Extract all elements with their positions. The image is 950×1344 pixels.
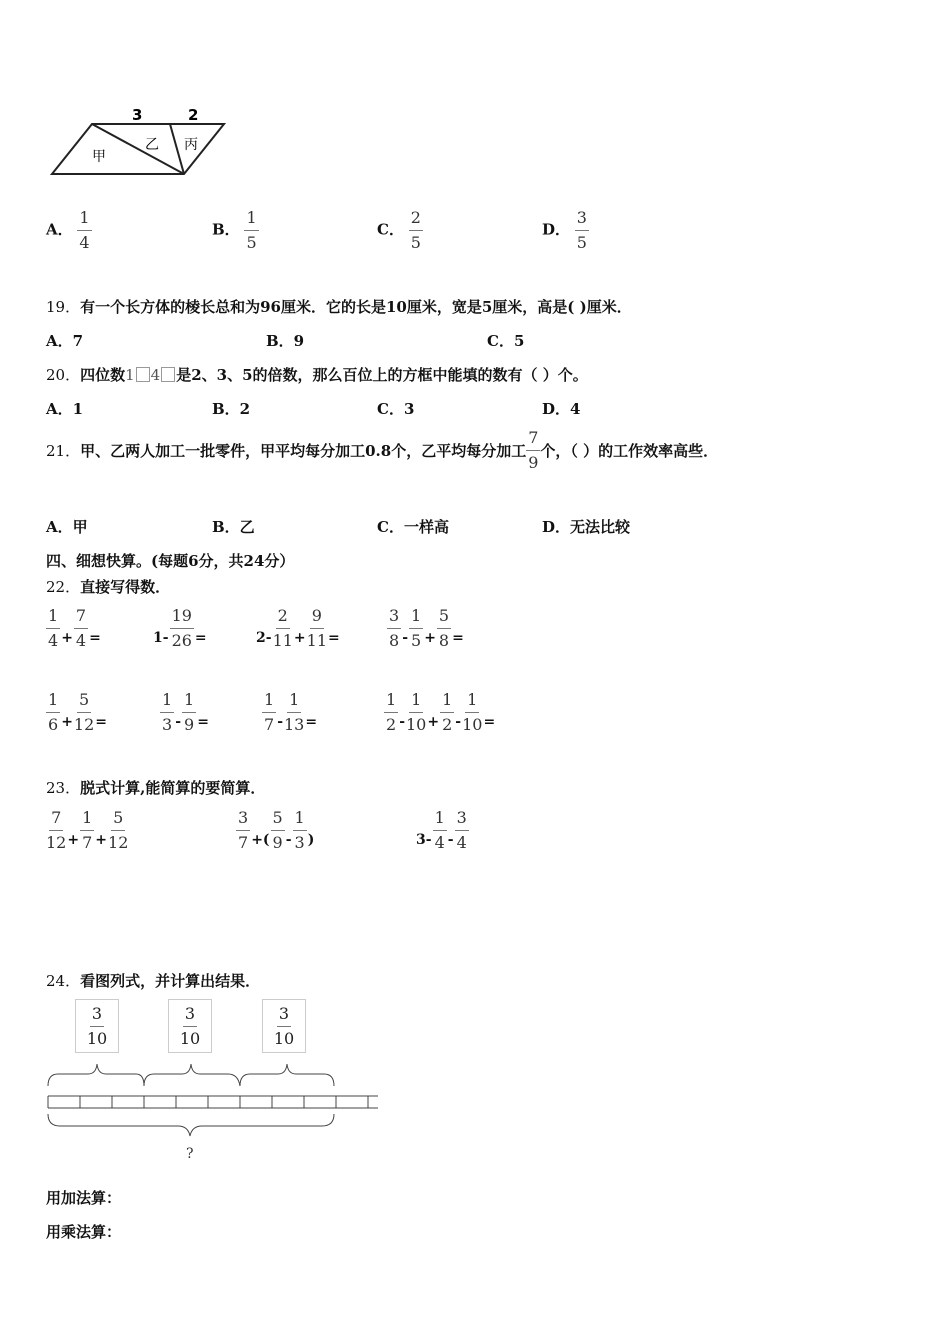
q21-option-b[interactable]: B．乙 [212, 518, 255, 536]
option-label: C． [377, 220, 404, 239]
parallelogram-figure [48, 104, 233, 184]
q22-expr-8: $\frac{1}{2}$ - $\frac{1}{10}$ + $\frac{1}{2}$ - $\frac{1}{10}$ = [386, 690, 496, 734]
q22-expr-2: 1- $\frac{19}{26}$ = [153, 606, 207, 650]
blank-box [136, 367, 150, 382]
q18-option-c[interactable] [377, 210, 423, 251]
q18-option-a[interactable] [46, 210, 92, 251]
q22-expr-7: $\frac{1}{7}$ - $\frac{1}{13}$ = [264, 690, 318, 734]
number-line-figure [44, 1058, 384, 1163]
option-label: D． [542, 220, 571, 239]
q23-expr-3: 3- $\frac{1}{4}$ - $\frac{3}{4}$ [416, 808, 467, 852]
label-jia: 甲 [92, 149, 106, 165]
q22-expr-1: $\frac{1}{4}$ + $\frac{7}{4}$ = [48, 606, 101, 650]
q21-question [46, 430, 718, 471]
fraction: $\frac{1}{5}$ [246, 208, 257, 252]
section-heading: 四、细想快算。(每题6分，共24分） [46, 552, 295, 570]
q22-expr-3: 2- $\frac{2}{11}$ + $\frac{9}{11}$ = [256, 606, 340, 650]
option-label: B． [212, 220, 240, 239]
q19-option-b[interactable]: B．9 [266, 332, 305, 350]
fraction-box-3: $\frac{3}{10}$ [262, 999, 306, 1053]
fraction: $\frac{1}{4}$ [79, 208, 90, 252]
option-label: A． [46, 220, 73, 239]
label-yi: 乙 [145, 137, 159, 153]
fraction: $\frac{3}{5}$ [576, 208, 587, 252]
q21-option-a[interactable]: A．甲 [46, 518, 88, 536]
q21-option-d[interactable]: D．无法比较 [542, 518, 631, 536]
parallelogram-svg [48, 104, 233, 184]
q20-option-a[interactable]: A．1 [46, 400, 84, 418]
q20-number: 20． [46, 366, 81, 384]
q21-option-c[interactable]: C．一样高 [377, 518, 449, 536]
label-2: 2 [188, 106, 199, 124]
q20-pre: 四位数 [80, 366, 126, 384]
q21-number: 21． [46, 442, 81, 460]
q20-option-c[interactable]: C．3 [377, 400, 415, 418]
fraction-box-1: $\frac{3}{10}$ [75, 999, 119, 1053]
blank-box [161, 367, 175, 382]
fraction: $\frac{7}{9}$ [528, 428, 539, 472]
q20-question [46, 364, 588, 385]
q24-title: 24．看图列式，并计算出结果． [46, 972, 261, 990]
addition-label: 用加法算： [46, 1189, 122, 1207]
q18-option-b[interactable] [212, 210, 259, 251]
label-3: 3 [132, 106, 143, 124]
q19-option-c[interactable]: C．5 [487, 332, 525, 350]
label-bing: 丙 [184, 137, 198, 153]
question-mark: ? [186, 1146, 194, 1162]
q19-text: 有一个长方体的棱长总和为96厘米．它的长是10厘米，宽是5厘米，高是( )厘米． [80, 298, 632, 316]
fraction: $\frac{2}{5}$ [410, 208, 421, 252]
q20-option-d[interactable]: D．4 [542, 400, 581, 418]
q19-number: 19． [46, 298, 81, 316]
q21-pre: 甲、乙两人加工一批零件，甲平均每分加工0.8个，乙平均每分加工 [80, 442, 527, 460]
q21-post: 个，（ ）的工作效率高些． [540, 442, 719, 460]
number-line-svg [44, 1058, 384, 1163]
q20-option-b[interactable]: B．2 [212, 400, 251, 418]
q23-title: 23．脱式计算,能简算的要简算． [46, 779, 266, 797]
digit-1: 1 [125, 366, 135, 384]
q20-post: 是2、3、5的倍数，那么百位上的方框中能填的数有（ ）个。 [176, 366, 588, 384]
q23-expr-2: $\frac{3}{7}$ +( $\frac{5}{9}$ - $\frac{1}{3}$ ) [238, 808, 315, 852]
q18-option-d[interactable] [542, 210, 589, 251]
q19-option-a[interactable]: A．7 [46, 332, 84, 350]
q22-expr-5: $\frac{1}{6}$ + $\frac{5}{12}$ = [48, 690, 108, 734]
q19-question [46, 296, 632, 317]
q22-expr-4: $\frac{3}{8}$ - $\frac{1}{5}$ + $\frac{5}{8}$ = [389, 606, 464, 650]
fraction-box-2: $\frac{3}{10}$ [168, 999, 212, 1053]
q22-title: 22．直接写得数． [46, 578, 171, 596]
q23-expr-1: $\frac{7}{12}$ + $\frac{1}{7}$ + $\frac{5}{12}$ [46, 808, 129, 852]
digit-4: 4 [150, 366, 161, 384]
q22-expr-6: $\frac{1}{3}$ - $\frac{1}{9}$ = [162, 690, 209, 734]
multiplication-label: 用乘法算： [46, 1223, 122, 1241]
